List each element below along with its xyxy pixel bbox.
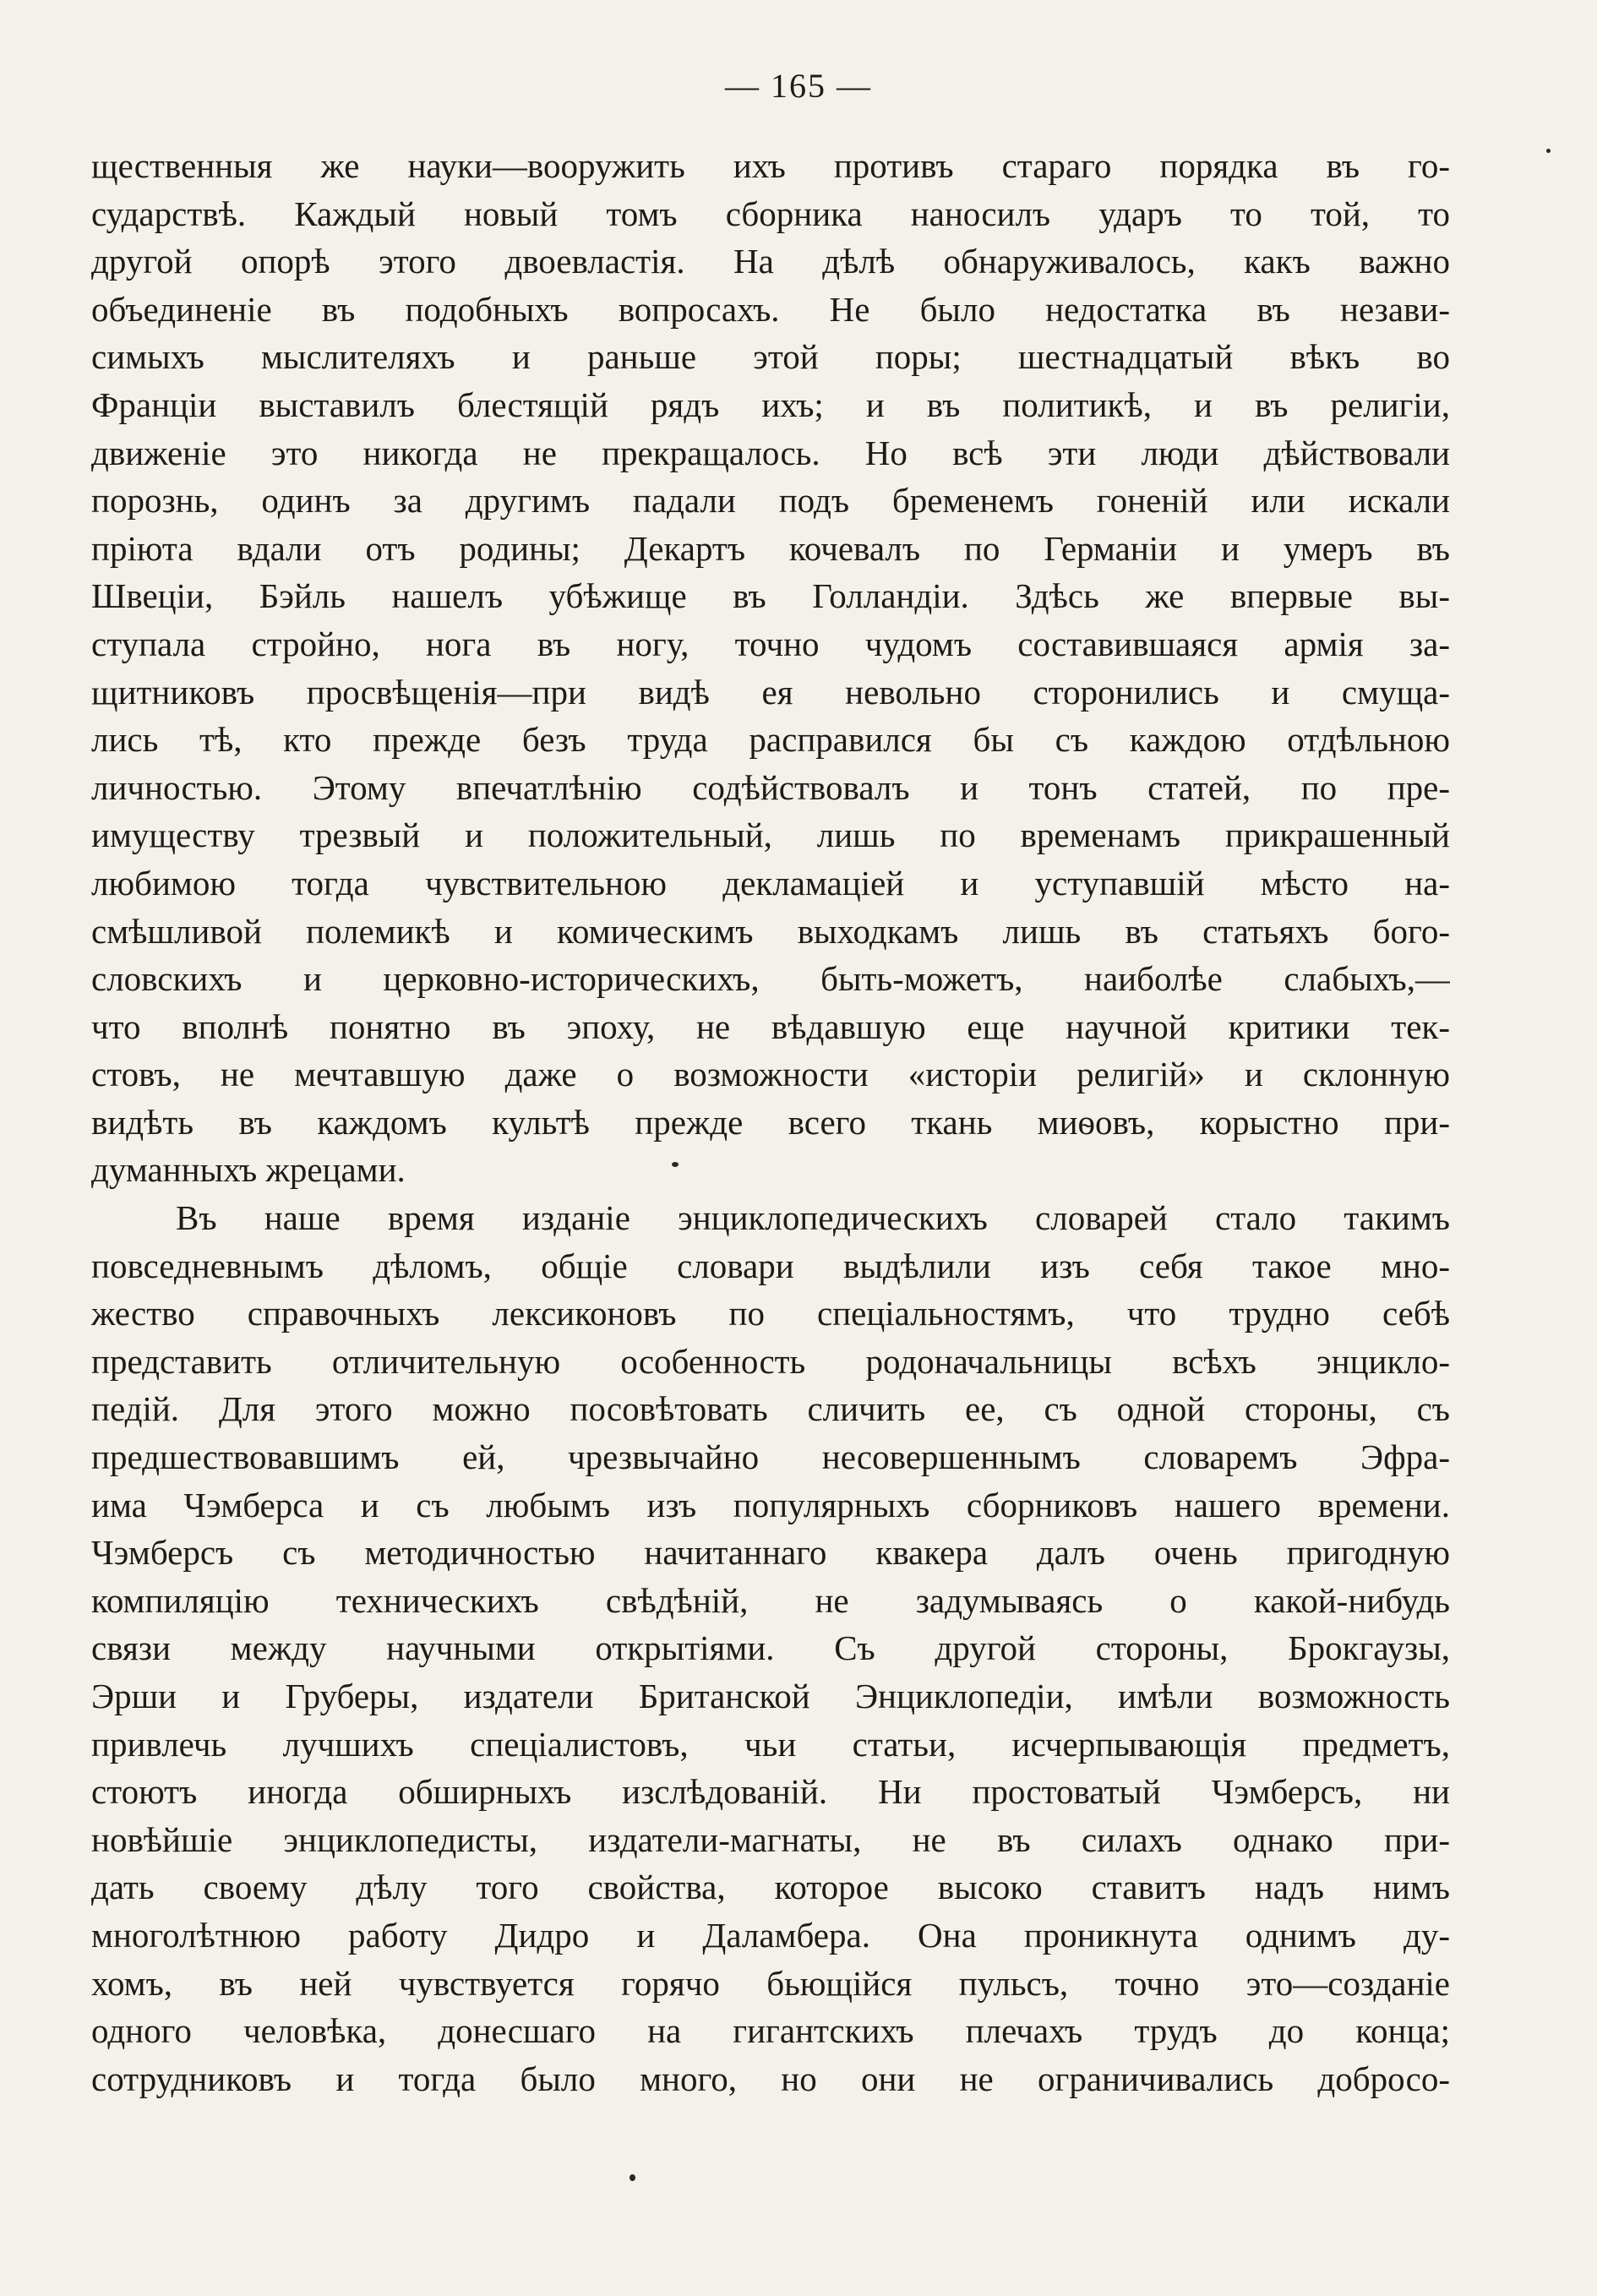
text-line: Швеціи, Бэйль нашелъ убѣжище въ Голландіи. Здѣсь же впервые вы-: [91, 576, 1450, 616]
text-line: новѣйшіе энциклопедисты, издатели-магнаты, не въ силахъ однако при-: [91, 1819, 1450, 1859]
body-text: [91, 142, 1450, 2102]
text-line: Франціи выставилъ блестящій рядъ ихъ; и въ политикѣ, и въ религіи,: [91, 384, 1450, 424]
text-line: хомъ, въ ней чувствуется горячо бьющійся пульсъ, точно это—созданіе: [91, 1963, 1450, 2003]
text-line: дать своему дѣлу того свойства, которое высоко ставитъ надъ нимъ: [91, 1868, 1450, 1907]
text-line: многолѣтнюю работу Дидро и Даламбера. Она проникнута однимъ ду-: [91, 1915, 1450, 1955]
text-line: щественныя же науки—вооружить ихъ противъ стараго порядка въ го-: [91, 146, 1450, 185]
text-line: порознь, одинъ за другимъ падали подъ бременемъ гоненій или искали: [91, 481, 1450, 521]
text-line: пріюта вдали отъ родины; Декартъ кочевалъ по Германіи и умеръ въ: [91, 528, 1450, 568]
text-line: личностью. Этому впечатлѣнію содѣйствовалъ и тонъ статей, по пре-: [91, 767, 1450, 807]
text-line: повседневнымъ дѣломъ, общіе словари выдѣлили изъ себя такое мно-: [91, 1246, 1450, 1285]
text-line: смѣшливой полемикѣ и комическимъ выходкамъ лишь въ статьяхъ бого-: [91, 911, 1450, 951]
ink-speck: [630, 2174, 635, 2181]
text-line: представить отличительную особенность родоначальницы всѣхъ энцикло-: [91, 1341, 1450, 1381]
text-line: движеніе это никогда не прекращалось. Но всѣ эти люди дѣйствовали: [91, 433, 1450, 472]
text-line: педій. Для этого можно посовѣтовать сличить ее, съ одной стороны, съ: [91, 1389, 1450, 1429]
text-line: имуществу трезвый и положительный, лишь по временамъ прикрашенный: [91, 815, 1450, 855]
paragraph-start-line: Въ наше время изданіе энциклопедическихъ словарей стало такимъ: [176, 1198, 1450, 1238]
text-line: стоютъ иногда обширныхъ изслѣдованій. Ни простоватый Чэмберсъ, ни: [91, 1772, 1450, 1812]
ink-speck: [672, 1162, 679, 1167]
text-line: что вполнѣ понятно въ эпоху, не вѣдавшую еще научной критики тек-: [91, 1006, 1450, 1046]
text-line: жество справочныхъ лексиконовъ по спеціальностямъ, что трудно себѣ: [91, 1294, 1450, 1333]
page-number: — 165 —: [725, 67, 872, 105]
text-line: щитниковъ просвѣщенія—при видѣ ея невольно сторонились и смуща-: [91, 672, 1450, 712]
text-line: компиляцію техническихъ свѣдѣній, не задумываясь о какой-нибудь: [91, 1580, 1450, 1620]
ink-speck: [1546, 149, 1551, 153]
text-line: привлечь лучшихъ спеціалистовъ, чьи статьи, исчерпывающія предметъ,: [91, 1724, 1450, 1764]
text-line: связи между научными открытіями. Съ другой стороны, Брокгаузы,: [91, 1628, 1450, 1668]
text-line: лись тѣ, кто прежде безъ труда расправился бы съ каждою отдѣльною: [91, 720, 1450, 760]
text-line: предшествовавшимъ ей, чрезвычайно несовершеннымъ словаремъ Эфра-: [91, 1437, 1450, 1477]
text-line: Чэмберсъ съ методичностью начитаннаго квакера далъ очень пригодную: [91, 1533, 1450, 1573]
text-line: сударствѣ. Каждый новый томъ сборника наносилъ ударъ то той, то: [91, 194, 1450, 233]
text-line: видѣть въ каждомъ культѣ прежде всего ткань миѳовъ, корыстно при-: [91, 1102, 1450, 1142]
text-line: Эрши и Груберы, издатели Британской Энциклопедіи, имѣли возможность: [91, 1677, 1450, 1715]
text-line: симыхъ мыслителяхъ и раньше этой поры; шестнадцатый вѣкъ во: [91, 337, 1450, 377]
text-line: сотрудниковъ и тогда было много, но они не ограничивались добросо-: [91, 2059, 1450, 2098]
text-line: стовъ, не мечтавшую даже о возможности «исторіи религій» и склонную: [91, 1055, 1450, 1094]
text-line: има Чэмберса и съ любымъ изъ популярныхъ сборниковъ нашего времени.: [91, 1485, 1450, 1524]
paragraph-end-line: думанныхъ жрецами.: [91, 1150, 406, 1190]
text-line: словскихъ и церковно-историческихъ, быть-можетъ, наиболѣе слабыхъ,—: [91, 959, 1450, 999]
text-line: другой опорѣ этого двоевластія. На дѣлѣ обнаруживалось, какъ важно: [91, 242, 1450, 281]
text-line: ступала стройно, нога въ ногу, точно чудомъ составившаяся армія за-: [91, 624, 1450, 663]
text-line: объединенiе въ подобныхъ вопросахъ. Не было недостатка въ незави-: [91, 289, 1450, 329]
text-line: любимою тогда чувствительною декламаціей и уступавшій мѣсто на-: [91, 863, 1450, 903]
text-line: одного человѣка, донесшаго на гигантскихъ плечахъ трудъ до конца;: [91, 2011, 1450, 2051]
